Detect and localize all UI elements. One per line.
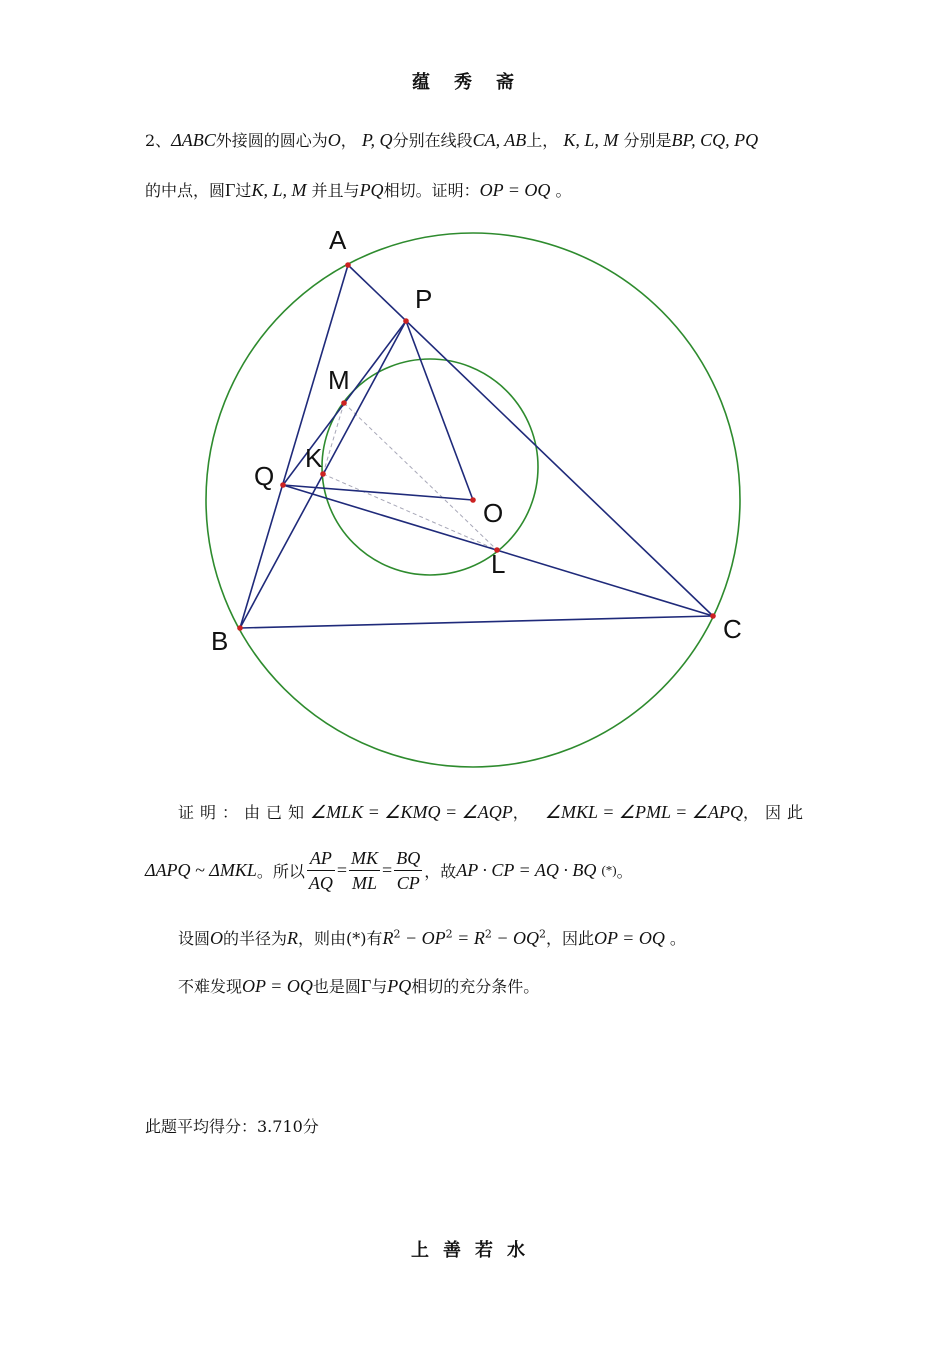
point-q bbox=[280, 482, 286, 488]
math-bp-cq-pq: BP, CQ, PQ bbox=[671, 130, 759, 150]
math-term: − OQ bbox=[491, 928, 539, 948]
segment-bc bbox=[240, 616, 713, 628]
problem-text: 相切。证明： bbox=[383, 181, 480, 200]
label-q: Q bbox=[254, 461, 275, 491]
point-p bbox=[403, 318, 409, 324]
point-o bbox=[470, 497, 476, 503]
exponent: 2 bbox=[538, 927, 546, 941]
fraction-denominator: CP bbox=[396, 873, 420, 893]
math-conclusion: OP = OQ bbox=[242, 976, 313, 996]
problem-text: 分别在线段 bbox=[392, 131, 473, 150]
proof-text: 相切的充分条件。 bbox=[411, 977, 540, 996]
proof-line-1 bbox=[178, 800, 809, 823]
fraction-numerator: BQ bbox=[394, 846, 422, 871]
math-r: R bbox=[382, 928, 394, 948]
proof-text: ，则由(*)有 bbox=[298, 929, 383, 948]
math-term: − OP bbox=[400, 928, 446, 948]
math-product-eq: AP · CP = AQ · BQ bbox=[456, 860, 597, 880]
problem-text: 外接圆的圆心为 bbox=[215, 131, 328, 150]
page-footer: 上善若水 bbox=[411, 1240, 539, 1261]
reference-star: (*) bbox=[601, 862, 617, 878]
problem-text: 过 bbox=[235, 181, 252, 200]
fraction-bq-cp bbox=[394, 846, 422, 895]
label-a: A bbox=[329, 225, 347, 255]
exponent: 2 bbox=[484, 927, 492, 941]
page-header: 蕴秀斋 bbox=[412, 72, 538, 93]
proof-text: 与 bbox=[371, 977, 388, 996]
math-segments: CA, AB bbox=[472, 130, 527, 150]
score-line: 此题平均得分：3.710分 bbox=[145, 1117, 319, 1136]
math-klm: K, L, M bbox=[251, 180, 307, 200]
exponent: 2 bbox=[445, 927, 453, 941]
segment-ab bbox=[240, 265, 348, 628]
equals-sign: = bbox=[336, 860, 348, 880]
math-similar: ΔAPQ ~ ΔMKL bbox=[145, 860, 257, 880]
proof-text: 设圆 bbox=[178, 929, 211, 948]
label-k: K bbox=[305, 443, 323, 473]
problem-text: 。 bbox=[555, 181, 572, 200]
problem-text: 的中点，圆 bbox=[145, 181, 226, 200]
proof-text: 不难发现 bbox=[178, 977, 243, 996]
problem-text: 上， bbox=[526, 131, 559, 150]
proof-text: ，故 bbox=[424, 862, 457, 881]
math-points-pq: P, Q bbox=[361, 130, 393, 150]
proof-text: ，因此 bbox=[545, 929, 594, 948]
segment-op bbox=[406, 321, 473, 500]
label-c: C bbox=[723, 614, 742, 644]
problem-text: 并且与 bbox=[311, 181, 360, 200]
proof-text: 证明：由已知 bbox=[178, 803, 311, 822]
point-c bbox=[710, 613, 716, 619]
math-triangle-abc: ΔABC bbox=[171, 130, 216, 150]
math-r: R bbox=[287, 928, 299, 948]
exponent: 2 bbox=[393, 927, 401, 941]
math-conclusion: OP = OQ bbox=[594, 928, 665, 948]
math-o: O bbox=[210, 928, 224, 948]
math-angle-eq-1: ∠MLK = ∠KMQ = ∠AQP bbox=[310, 802, 513, 822]
proof-text: 的半径为 bbox=[223, 929, 288, 948]
math-klm: K, L, M bbox=[563, 130, 619, 150]
proof-text: ，因此 bbox=[742, 803, 809, 822]
fraction-numerator: AP bbox=[307, 846, 335, 871]
label-l: L bbox=[491, 549, 506, 579]
proof-text: 。 bbox=[669, 929, 686, 948]
point-a bbox=[345, 262, 351, 268]
fraction-numerator: MK bbox=[349, 846, 380, 871]
math-o: O bbox=[327, 130, 341, 150]
equals-sign: = bbox=[382, 860, 393, 880]
proof-line-3 bbox=[178, 926, 686, 949]
label-b: B bbox=[211, 626, 229, 656]
proof-text: 。 bbox=[616, 862, 633, 881]
label-m: M bbox=[328, 365, 350, 395]
math-pq: PQ bbox=[359, 180, 384, 200]
dashed-ml bbox=[344, 403, 497, 550]
fraction-denominator: AQ bbox=[308, 873, 333, 893]
math-gamma: Γ bbox=[225, 180, 236, 200]
label-p: P bbox=[415, 284, 433, 314]
proof-text: 。所以 bbox=[256, 862, 305, 881]
proof-text: 也是圆 bbox=[312, 977, 361, 996]
proof-line-4 bbox=[178, 974, 539, 997]
fraction-denominator: ML bbox=[352, 873, 378, 893]
circle-gamma bbox=[322, 359, 538, 575]
math-pq: PQ bbox=[387, 976, 412, 996]
point-m bbox=[341, 400, 347, 406]
point-b bbox=[237, 625, 243, 631]
problem-text: ， bbox=[340, 131, 357, 150]
fraction-ap-aq bbox=[307, 846, 335, 895]
problem-text: 分别是 bbox=[623, 131, 672, 150]
math-angle-eq-2: ∠MKL = ∠PML = ∠APQ bbox=[544, 802, 743, 822]
proof-text: ， bbox=[512, 803, 535, 822]
problem-number: 2、 bbox=[145, 131, 172, 150]
segment-ac bbox=[348, 265, 713, 616]
math-gamma: Γ bbox=[360, 976, 372, 996]
fraction-mk-ml bbox=[349, 846, 380, 895]
math-term: = R bbox=[452, 928, 485, 948]
math-goal: OP = OQ bbox=[479, 180, 551, 200]
proof-line-2 bbox=[145, 846, 633, 895]
label-o: O bbox=[483, 498, 504, 528]
